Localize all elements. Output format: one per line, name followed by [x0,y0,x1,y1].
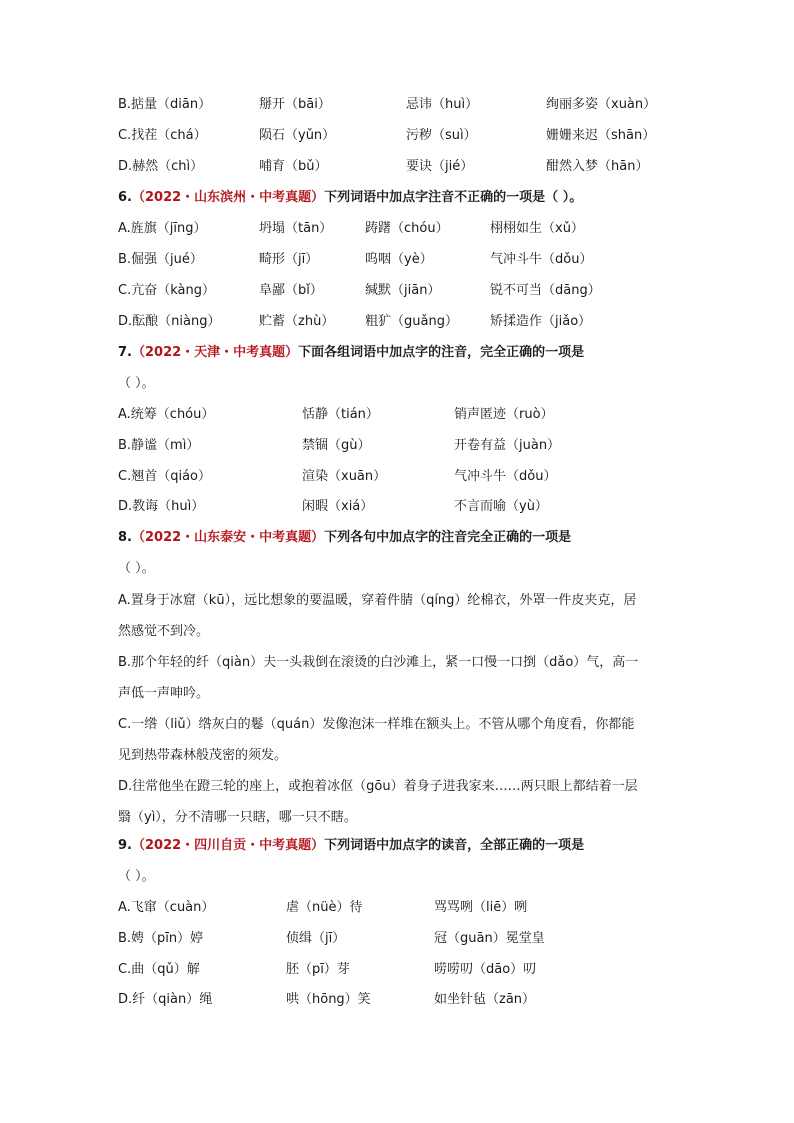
word: 绚丽多姿（xuàn） [546,97,657,112]
word: 哺育（bǔ） [259,159,328,174]
word: 侦缉（jī） [286,931,346,946]
q8-stem [118,529,571,547]
option-line: 声低一声呻吟。 [118,686,210,701]
answer-blank: （ ）。 [118,869,155,884]
word: 如坐针毡（zān） [434,992,536,1007]
word: B.静谧（mì） [118,438,200,453]
word: C.翘首（qiáo） [118,469,211,484]
word: 矫揉造作（jiǎo） [490,314,592,329]
q7-option-d [118,498,718,516]
option-line: A.置身于冰窟（kū），远比想象的要温暖，穿着件腈（qíng）纶棉衣，外罩一件皮夹克，居 [118,593,637,608]
q9-option-a [118,899,718,917]
q5-option-d [118,158,718,176]
q8-option-c [118,709,678,771]
word: B.倔强（jué） [118,252,203,267]
question-text: 下列词语中加点字注音不正确的一项是（ ）。 [324,190,583,205]
option-line: C.一绺（liǔ）绺灰白的鬈（quán）发像泡沫一样堆在额头上。不管从哪个角度看，你都能 [118,717,635,732]
q6-option-c [118,282,718,300]
word: 栩栩如生（xǔ） [490,221,584,236]
word: B.娉（pīn）婷 [118,931,204,946]
question-text: 下列词语中加点字的读音，全部正确的一项是 [324,838,585,853]
word: 开卷有益（juàn） [454,438,561,453]
question-source: （2022・山东滨州・中考真题） [131,190,325,205]
word: 恬静（tián） [302,407,379,422]
word: 姗姗来迟（shān） [546,128,656,143]
word: 胚（pī）芽 [286,962,350,977]
question-source: （2022・天津・中考真题） [131,345,299,360]
word: D.纤（qiàn）绳 [118,992,213,1007]
word: 掰开（bāi） [259,97,331,112]
answer-blank: （ ）。 [118,376,155,391]
word: 锐不可当（dāng） [490,283,601,298]
word: 哄（hōng）笑 [286,992,371,1007]
word: A.旌旗（jīng） [118,221,207,236]
option-line: 翳（yì），分不清哪一只瞎，哪一只不瞎。 [118,810,357,825]
option-line: 然感觉不到冷。 [118,624,210,639]
q6-option-b [118,251,718,269]
q6-stem [118,189,582,207]
q7-stem [118,344,584,362]
option-line: D.往常他坐在蹬三轮的座上，或抱着冰伛（gōu）着身子进我家来……两只眼上都结着一层 [118,779,638,794]
word: A.飞窜（cuàn） [118,900,215,915]
word: 气冲斗牛（dǒu） [490,252,593,267]
word: 骂骂咧（liē）咧 [434,900,528,915]
word: 踌躇（chóu） [365,221,449,236]
answer-blank: （ ）。 [118,561,155,576]
word: 缄默（jiān） [365,283,441,298]
word: 不言而喻（yù） [454,499,548,514]
question-text: 下面各组词语中加点字的注音，完全正确的一项是 [298,345,585,360]
word: 唠唠叨（dāo）叨 [434,962,537,977]
word: B.掂量（diān） [118,97,212,112]
question-text: 下列各句中加点字的注音完全正确的一项是 [324,530,572,545]
word: 污秽（suì） [406,128,477,143]
word: 贮蓄（zhù） [259,314,335,329]
q8-option-b [118,647,678,709]
word: 闲暇（xiá） [302,499,374,514]
option-line: 见到热带森林般茂密的须发。 [118,748,288,763]
q9-option-c [118,961,718,979]
question-source: （2022・山东泰安・中考真题） [131,530,325,545]
q8-option-a [118,585,678,647]
word: 虐（nüè）待 [286,900,363,915]
q9-option-d [118,991,718,1009]
word: 呜咽（yè） [365,252,433,267]
question-number: 7. [118,345,132,360]
word: C.找茬（chá） [118,128,207,143]
q5-option-b [118,96,718,114]
word: 冠（guān）冕堂皇 [434,931,545,946]
word: C.曲（qǔ）解 [118,962,200,977]
word: 酣然入梦（hān） [546,159,649,174]
word: C.亢奋（kàng） [118,283,215,298]
word: 销声匿迹（ruò） [454,407,554,422]
word: 忌讳（huì） [406,97,479,112]
q5-option-c [118,127,718,145]
word: 气冲斗牛（dǒu） [454,469,557,484]
q6-option-d [118,313,718,331]
question-number: 6. [118,190,132,205]
word: A.统筹（chóu） [118,407,215,422]
q7-option-b [118,437,718,455]
word: 畸形（jī） [259,252,319,267]
question-number: 9. [118,838,132,853]
word: 要诀（jié） [406,159,474,174]
word: 阜鄙（bǐ） [259,283,323,298]
word: 禁锢（gù） [302,438,371,453]
q8-option-d [118,771,678,833]
q7-option-c [118,468,718,486]
question-number: 8. [118,530,132,545]
word: D.酝酿（niàng） [118,314,221,329]
q9-stem [118,837,584,855]
word: 粗犷（guǎng） [365,314,458,329]
q6-option-a [118,220,718,238]
q9-option-b [118,930,718,948]
word: D.教诲（huì） [118,499,205,514]
word: 坍塌（tān） [259,221,333,236]
option-line: B.那个年轻的纤（qiàn）夫一头栽倒在滚烫的白沙滩上，紧一口慢一口捯（dǎo）气，高一 [118,655,639,670]
word: D.赫然（chì） [118,159,204,174]
q7-option-a [118,406,718,424]
question-source: （2022・四川自贡・中考真题） [131,838,325,853]
word: 渲染（xuān） [302,469,387,484]
word: 陨石（yǔn） [259,128,336,143]
